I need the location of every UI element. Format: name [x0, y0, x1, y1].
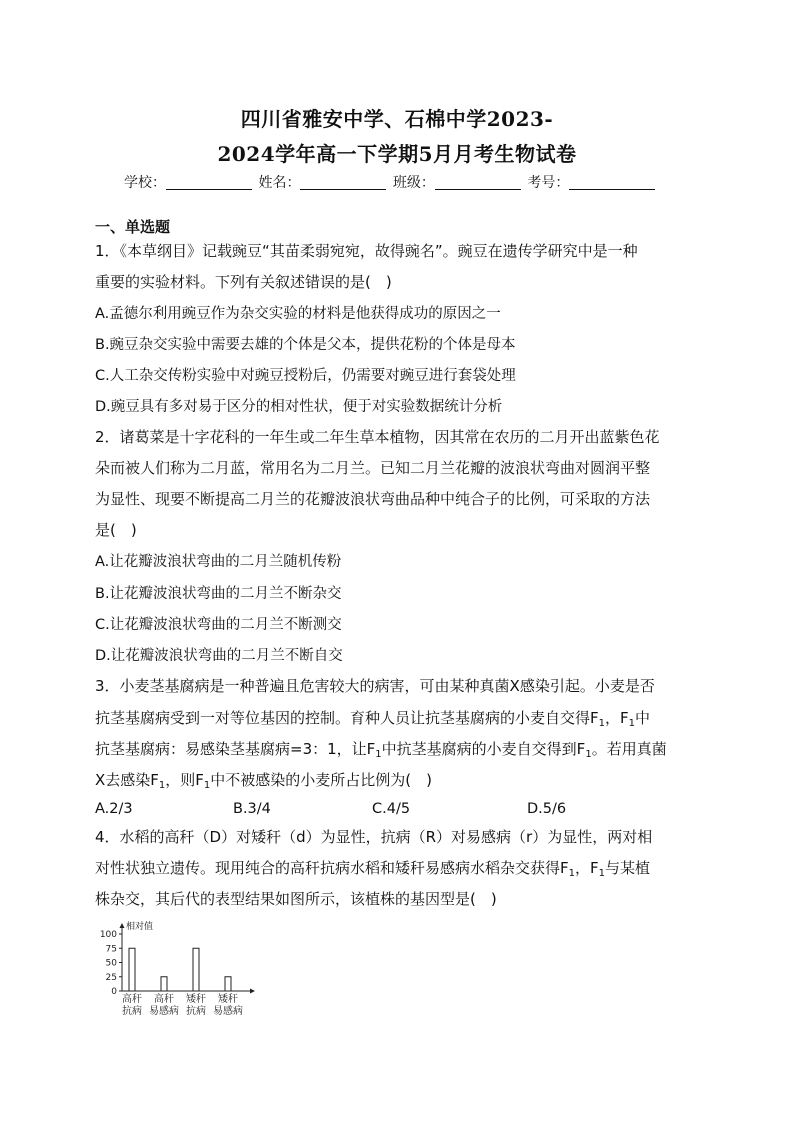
name-blank[interactable]	[300, 175, 386, 190]
q2-stem-line3: 为显性、现要不断提高二月兰的花瓣波浪状弯曲品种中纯合子的比例，可采取的方法	[95, 490, 651, 508]
section-title: 一、单选题	[95, 218, 171, 236]
q4-line2-sub1: 1	[568, 868, 576, 879]
q4-stem-line2	[95, 857, 650, 879]
exam-title-line1: 四川省雅安中学、石棉中学2023-	[240, 107, 554, 131]
y-axis-label: 相对值	[126, 922, 154, 932]
q3-line4-sub1: 1	[158, 780, 166, 791]
q3-option-a[interactable]: A.2/3	[95, 801, 133, 817]
name-label: 姓名：	[258, 175, 301, 191]
q3-line4-sub2: 1	[203, 780, 211, 791]
number-blank[interactable]	[569, 175, 655, 190]
q1-option-b[interactable]: B.豌豆杂交实验中需要去雄的个体是父本，提供花粉的个体是母本	[95, 337, 516, 353]
category-label-top: 矮秆	[218, 994, 238, 1005]
q3-stem-line3	[95, 738, 667, 760]
q3-line2-sub2: 1	[628, 718, 636, 729]
q2-option-a[interactable]: A.让花瓣波浪状弯曲的二月兰随机传粉	[95, 554, 342, 570]
q1-stem-line1: 1．《本草纲目》记载豌豆“其苗柔弱宛宛，故得豌名”。豌豆在遗传学研究中是一种	[95, 242, 638, 260]
category-label-bottom: 易感病	[149, 1006, 179, 1017]
category-label-bottom: 抗病	[186, 1006, 206, 1017]
q4-line2-text-b: ，F	[575, 859, 599, 877]
q2-option-b[interactable]: B.让花瓣波浪状弯曲的二月兰不断杂交	[95, 586, 342, 602]
bar	[129, 948, 135, 991]
q2-option-c[interactable]: C.让花瓣波浪状弯曲的二月兰不断测交	[95, 617, 342, 633]
q2-stem-line4: 是( )	[95, 521, 137, 539]
q3-option-b[interactable]: B.3/4	[233, 801, 271, 817]
q1-option-c[interactable]: C.人工杂交传粉实验中对豌豆授粉后，仍需要对豌豆进行套袋处理	[95, 368, 516, 384]
q3-stem-line4	[95, 769, 432, 791]
q4-line2-sub2: 1	[598, 868, 606, 879]
q3-line3-sub2: 1	[585, 749, 592, 760]
category-label-top: 高秆	[122, 994, 142, 1005]
q3-line2-sub1: 1	[598, 718, 606, 729]
class-blank[interactable]	[435, 175, 521, 190]
y-tick-label: 75	[105, 944, 117, 955]
number-label: 考号：	[527, 175, 570, 191]
class-label: 班级：	[392, 175, 435, 191]
q3-line4-text-b: ，则F	[165, 771, 204, 789]
category-label-bottom: 易感病	[213, 1006, 243, 1017]
exam-title-line2: 2024学年高一下学期5月月考生物试卷	[217, 142, 577, 166]
q3-line2-text-b: ，F	[605, 709, 629, 727]
bar	[225, 977, 231, 991]
q2-stem-line2: 朵而被人们称为二月蓝，常用名为二月兰。已知二月兰花瓣的波浪状弯曲对圆润平整	[95, 459, 651, 477]
q3-line3-sub1: 1	[375, 749, 382, 760]
student-info-row	[124, 172, 657, 192]
q3-line3-text-c: 。若用真菌	[591, 740, 667, 758]
q2-stem-line1: 2．诸葛菜是十字花科的一年生或二年生草本植物，因其常在农历的二月开出蓝紫色花	[95, 428, 660, 446]
q3-line3-text-a: 抗茎基腐病：易感染茎基腐病=3：1，让F	[95, 740, 376, 758]
category-label-bottom: 抗病	[122, 1006, 142, 1017]
q3-option-c[interactable]: C.4/5	[372, 801, 411, 817]
q4-stem-line3: 株杂交，其后代的表型结果如图所示，该植株的基因型是( )	[95, 890, 497, 908]
q2-option-d[interactable]: D.让花瓣波浪状弯曲的二月兰不断自交	[95, 648, 343, 664]
q3-line4-text-c: 中不被感染的小麦所占比例为( )	[210, 771, 433, 789]
school-blank[interactable]	[166, 175, 252, 190]
q3-stem-line2	[95, 707, 650, 729]
bar	[161, 977, 167, 991]
q1-option-d[interactable]: D.豌豆具有多对易于区分的相对性状，便于对实验数据统计分析	[95, 399, 503, 415]
bar	[193, 948, 199, 991]
y-axis-arrow	[120, 923, 125, 928]
x-axis-arrow	[250, 989, 255, 994]
school-label: 学校：	[124, 175, 166, 191]
y-tick-label: 0	[111, 987, 117, 997]
q3-line2-text-a: 抗茎基腐病受到一对等位基因的控制。育种人员让抗茎基腐病的小麦自交得F	[95, 709, 599, 727]
y-tick-label: 100	[99, 930, 117, 940]
y-tick-label: 25	[105, 972, 117, 983]
q3-line3-text-b: 中抗茎基腐病的小麦自交得到F	[381, 740, 586, 758]
q4-line2-text-a: 对性状独立遗传。现用纯合的高秆抗病水稻和矮秆易感病水稻杂交获得F	[95, 859, 569, 877]
y-tick-label: 50	[105, 958, 117, 969]
q3-line4-text-a: X去感染F	[95, 771, 159, 789]
category-label-top: 矮秆	[186, 994, 206, 1005]
q3-stem-line1: 3．小麦茎基腐病是一种普遍且危害较大的病害，可由某种真菌X感染引起。小麦是否	[95, 677, 655, 695]
phenotype-bar-chart	[92, 920, 262, 1020]
q3-line2-text-c: 中	[635, 709, 651, 727]
q4-line2-text-c: 与某植	[605, 859, 651, 877]
category-label-top: 高秆	[154, 994, 174, 1005]
q3-option-d[interactable]: D.5/6	[527, 801, 567, 817]
q1-stem-line2: 重要的实验材料。下列有关叙述错误的是( )	[95, 273, 392, 291]
q4-stem-line1: 4．水稻的高秆（D）对矮秆（d）为显性，抗病（R）对易感病（r）为显性，两对相	[95, 828, 653, 846]
q1-option-a[interactable]: A.孟德尔利用豌豆作为杂交实验的材料是他获得成功的原因之一	[95, 306, 501, 322]
